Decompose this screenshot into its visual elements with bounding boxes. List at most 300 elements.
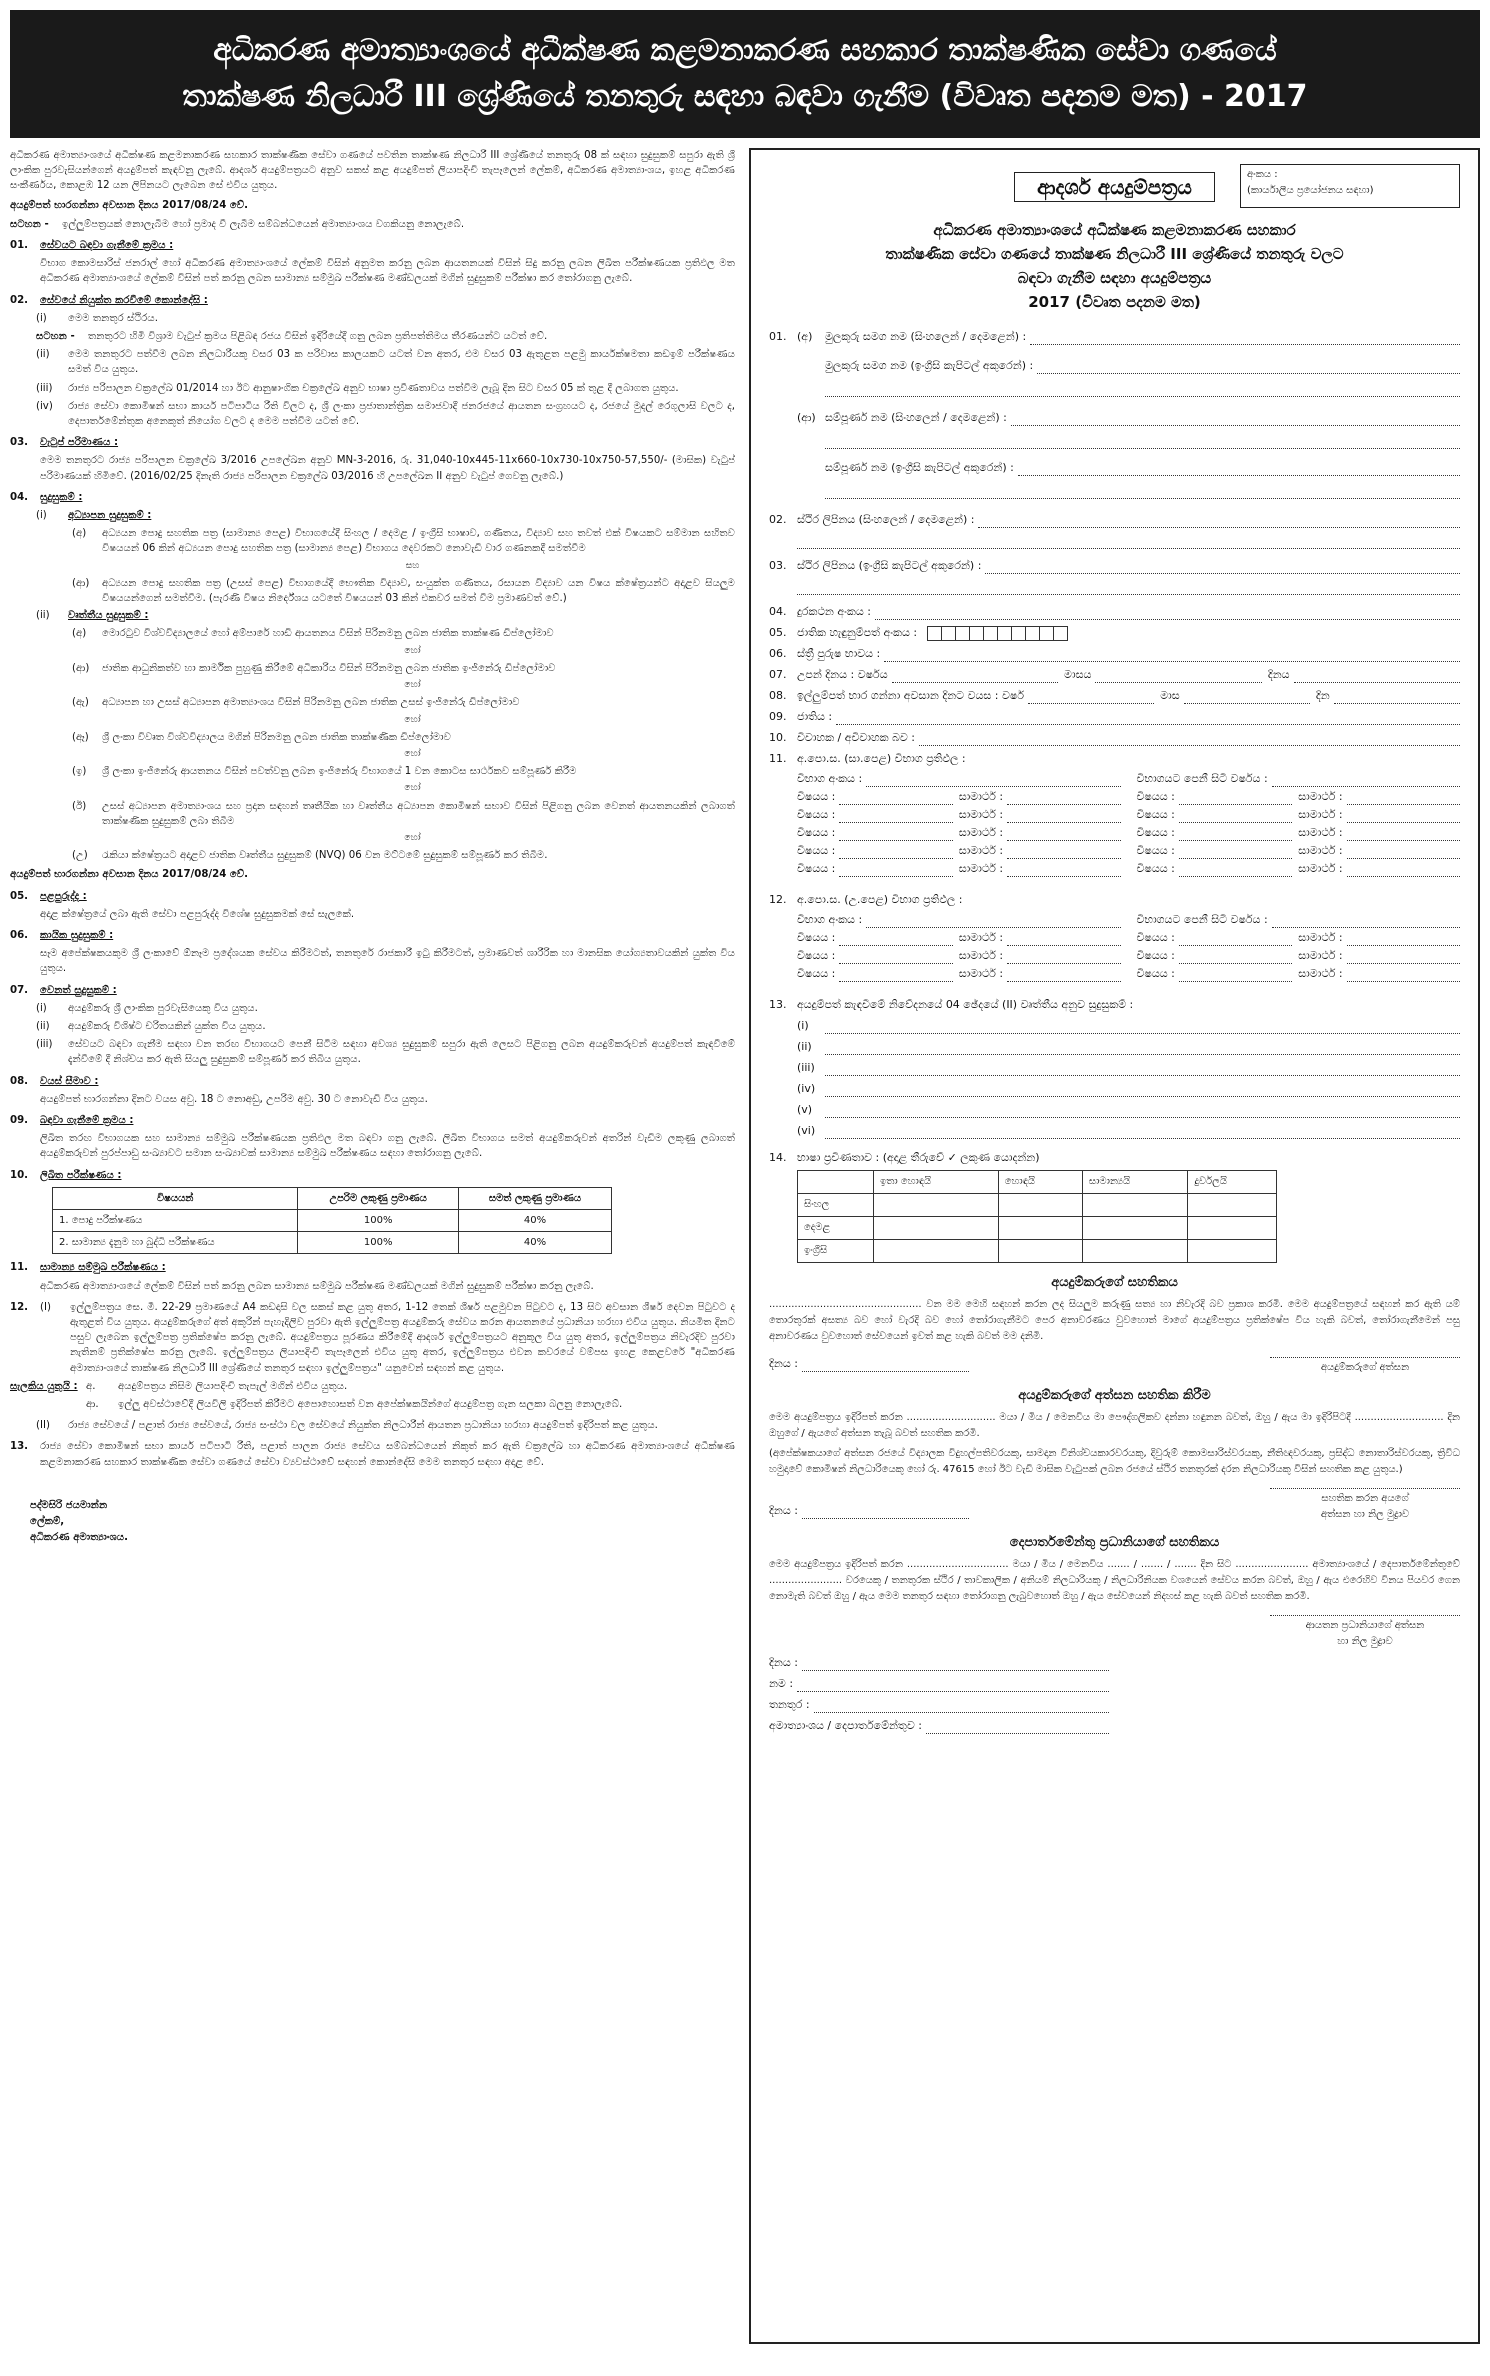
subject-field[interactable]	[839, 933, 952, 946]
grade-field[interactable]	[1007, 810, 1120, 823]
col-header: සමත් ලකුණු ප්‍රමාණය	[458, 1187, 611, 1209]
list-item	[72, 848, 735, 863]
ol-results	[797, 771, 1460, 877]
section-title: බඳවා ගැනීමේ ක්‍රමය :	[40, 1114, 134, 1126]
application-instructions: ඉල්ලුම්පත්‍රය සෙ. මී. 22-29 ප්‍රමාණයේ A4 කඩදාසි වල සකස් කළ යුතු අතර, 1-12 තෙක් ශීර්ෂ පළමුවන පිටුවට ද, 13 සිට අවසාන ශීර්ෂ දෙවන පිටුවට ද ඇතුළත් විය යුතුය. අයදුම්කරුගේ අත් අකුරින් පැහැදිලිව පුරවා ඇති ඉල්ලුම්පත්‍ර අයදුම්කරු සේවය කරන ආයතනයේ ප්‍රධානියා හරහා එවිය යුතුය. නියමිත දිනට පසුව ලැබෙන ඉල්ලුම්පත්‍ර ප්‍රතික්ෂේප කරනු ලැබේ. අයදුම්පත්‍රය පූරණය කිරීමේදී ආදර්ශ ඉල්ලුම්පත්‍රයට අනුකූල විය යුතු අතර, ඉල්ලුම්පත්‍රය නිවැරදිව පුරවා නැතිනම් ප්‍රතික්ෂේප කරනු ලැබේ. ඉල්ලුම්පත්‍රය ලියාපදිංචි තැපෑලෙන් එවිය යුතු අතර, ඉල්ලුම්පත්‍රය එවන කවරයේ වම්පස ඉහළ කෙළවරේ "අධිකරණ අමාත්‍යාංශයේ තාක්ෂණ නිලධාරී III ශ්‍රේණියේ තනතුර සඳහා ඉල්ලුම්පත්‍රය" යනුවෙන් සඳහන් කළ යුතුය.	[70, 1301, 735, 1374]
full-name-english-field[interactable]	[1018, 463, 1460, 476]
lang-label: සිංහල	[798, 1194, 874, 1217]
item-number: (ඇ)	[72, 697, 89, 709]
qualification-field[interactable]	[825, 1105, 1460, 1118]
item-text: සේවයට බඳවා ගැනීම සඳහා වන තරඟ විභාගයට පෙනී සිටීම සඳහා අවශ්‍ය සුදුසුකම් සපුරා ඇති ලෙසට පිළිගනු ලබන අයදුම්කරුවන් අයදුම්පත් කැඳවීමේ දැන්වීමේ දී නිශ්චය කර ඇති සියලු සුදුසුකම් සම්පූර්ණ කර තිබිය යුතුය.	[68, 1039, 735, 1066]
age-years-field[interactable]	[1028, 691, 1154, 704]
item-title: වෘත්තීය සුදුසුකම් :	[68, 610, 149, 622]
subject-field[interactable]	[1179, 792, 1292, 805]
section-number: 08.	[10, 1075, 29, 1087]
subject-cell: 2. සාමාන්‍ය දැනුම හා බුද්ධි පරීක්ෂණය	[53, 1232, 298, 1254]
lang-cell[interactable]	[874, 1217, 999, 1240]
full-name-english-field-2[interactable]	[825, 486, 1460, 499]
lang-cell[interactable]	[998, 1240, 1082, 1263]
qualification-list	[769, 1017, 1460, 1139]
list-item	[72, 764, 735, 779]
heading-line: අධිකරණ අමාත්‍යාංශයේ අධීක්ෂණ කළමනාකරණ සහකාර	[933, 221, 1296, 239]
recruitment-text: ලිඛිත තරඟ විභාගයක සහ සාමාන්‍ය සම්මුඛ පරීක්ෂණයක ප්‍රතිඵල මත බඳවා ගනු ලැබේ. ලිඛිත විභාගය සමත් අයදුම්කරුවන් අතරින් වැඩිම ලකුණු ලබාගත් අයදුම්කරුවන් පුරප්පාඩු සංඛ්‍යාවට සමාන සංඛ්‍යාවක් සාමාන්‍ය සම්මුඛ පරීක්ෂණය සඳහා තෝරාගනු ලැබේ.	[40, 1133, 735, 1160]
item-number: (ඈ)	[72, 731, 89, 743]
full-name-field-2[interactable]	[825, 436, 1460, 449]
lang-cell[interactable]	[1188, 1240, 1277, 1263]
grade-field[interactable]	[1007, 846, 1120, 859]
qualification-row: (vi)	[769, 1122, 1460, 1139]
item-number: (i)	[36, 1002, 47, 1014]
exam-header-row: විභාග අංකය : විභාගයට පෙනී සිටි වර්ෂය :	[797, 771, 1460, 787]
exam-year-field[interactable]	[1272, 774, 1460, 787]
age-text: අයදුම්පත් භාරගන්නා දිනට වයස අවු. 18 ට නොඅඩු, උපරිම අවු. 30 ට නොවැඩි විය යුතුය.	[40, 1093, 428, 1105]
list-item	[36, 381, 735, 396]
item-number: (iii)	[36, 1039, 53, 1051]
form-heading	[769, 218, 1460, 314]
subject-field[interactable]	[1179, 951, 1292, 964]
section-title: වයස් සීමාව :	[40, 1075, 99, 1087]
subject-field[interactable]	[1179, 810, 1292, 823]
subject-cell: 1. පොදු පරීක්ෂණය	[53, 1209, 298, 1231]
heading-line: 2017 (විවෘත පදනම මත)	[1028, 293, 1201, 311]
item-text: අධ්‍යයන පොදු සහතික පත්‍ර (සාමාන්‍ය පෙළ) විභාගයේදී සිංහල / දෙමළ / ඉංග්‍රීසි භාෂාව, ගණිතය, විද්‍යාව සහ තවත් එක් විෂයකට සම්මාන සහිතව විෂයයන් 06 කින් අධ්‍යයන පොදු සහතික පත්‍ර (සාමාන්‍ය පෙළ) විභාගය දෙවරකට නොවැඩි වාර ගණනකදී සමත්වීම	[102, 528, 735, 555]
pass-cell: 40%	[458, 1209, 611, 1231]
salary-text: මෙම තනතුරට රාජ්‍ය පරිපාලන චක්‍රලේඛ 3/2016 උපලේඛන අනුව MN-3-2016, රු. 31,040-10x445-11x660-10x730-10x750-57,550/- (මාසික) වැටුප් පරිමාණයක් හිමිවේ. (2016/02/25 දිනැති රාජ්‍ය පරිපාලන චක්‍රලේඛ 03/2016 හි උපලේඛන II අනුව වැටුප් ගෙවනු ලැබේ.)	[40, 455, 735, 482]
list-item: (ආ) අධ්‍යයන පොදු සහතික පත්‍ර (උසස් පෙළ) විභාගයේදී භෞතික විද්‍යාව, සංයුක්ත ගණිතය, රසායන විද්‍යාව යන විෂය ක්ෂේත්‍රයන්ට අදාළව සියලුම විෂයයන්ගෙන් සමත්වීම. (පැරණි විෂය නිර්දේශය යටතේ විෂයයන් 03 කින් එකවර සමත් වීම ප්‍රමාණවත් වේ.)	[72, 576, 735, 606]
section-title: සුදුසුකම් :	[40, 491, 83, 503]
table-row	[798, 1240, 1277, 1263]
item-number: (ii)	[36, 349, 50, 361]
grade-field[interactable]	[1007, 969, 1120, 982]
exam-number-field[interactable]	[866, 774, 1120, 787]
grade-field[interactable]	[1347, 969, 1460, 982]
foot-ministry-field[interactable]	[926, 1721, 1109, 1734]
intro-text: අධිකරණ අමාත්‍යාංශයේ අධීක්ෂණ කළමනාකරණ සහකාර තාක්ෂණික සේවා ගණයේ පවතින තාක්ෂණ නිලධාරී III ශ්‍රේණියේ තනතුරු 08 ක් සඳහා සුදුසුකම් සපුරා ඇති ශ්‍රී ලාංකික පුරවැසියන්ගෙන් අයදුම්පත් කැඳවනු ලැබේ. ආදර්ශ අයදුම්පත්‍රයට අනුව සකස් කළ අයදුම්පත් ලියාපදිංචි තැපෑලෙන් ලේකම්, අධිකරණ අමාත්‍යාංශය, ඉහළ අධිකරණ සංකීර්ණය, කොළඹ 12 යන ලිපිනයට ලැබෙන සේ එවිය යුතුය.	[10, 150, 735, 192]
advertisement-page	[10, 10, 1480, 2356]
banner-line-1: අධිකරණ අමාත්‍යාංශයේ අධීක්ෂණ කළමනාකරණ සහකාර තාක්ෂණික සේවා ගණයේ	[213, 33, 1277, 68]
head-details	[769, 1654, 1460, 1734]
heading-line: තාක්ෂණික සේවා ගණයේ තාක්ෂණ නිලධාරී III ශ්‍රේණියේ තනතුරු වලට	[885, 245, 1344, 263]
head-signature[interactable]: ආයතන ප්‍රධානියාගේ අත්සන හා නිල මුද්‍රාව	[1270, 1615, 1460, 1650]
result-row: විෂයය : සාමාර්ථ : විෂයය : සාමාර්ථ :	[797, 825, 1460, 841]
subject-field[interactable]	[1179, 969, 1292, 982]
q11: 11. අ.පො.ස. (සා.පෙළ) විභාග ප්‍රතිඵල :	[769, 752, 966, 765]
section-1	[10, 238, 735, 253]
q1-b2: සම්පූර්ණ නම (ඉංග්‍රීසි කැපිටල් අකුරෙන්) :	[769, 459, 1460, 476]
item-number: (ii)	[36, 1020, 50, 1032]
signatory-name: පද්මසිරි ජයමාන්න	[30, 1499, 108, 1511]
col-header: දුර්වලයි	[1188, 1171, 1277, 1194]
item-text: ජාතික ආධුනිකත්ව හා කාර්මික පුහුණු කිරීමේ අධිකාරිය විසින් පිරිනමනු ලබන ජාතික ඉංජිනේරු ඩිප්ලෝමාව	[102, 662, 556, 674]
and-separator: සහ	[405, 560, 420, 571]
list-item	[72, 730, 735, 745]
list-item	[36, 329, 735, 344]
item-number: (iv)	[36, 400, 53, 412]
nationality-field[interactable]	[836, 712, 1460, 725]
attention-label: සැලකිය යුතුයි :	[10, 1380, 78, 1392]
list-item: (අ) අධ්‍යයන පොදු සහතික පත්‍ර (සාමාන්‍ය පෙළ) විභාගයේදී සිංහල / දෙමළ / ඉංග්‍රීසි භාෂාව, ගණිතය, විද්‍යාව සහ තවත් එක් විෂයකට සම්මාන සහිතව විෂයයන් 06 කින් අධ්‍යයන පොදු සහතික පත්‍ර (සාමාන්‍ය පෙළ) විභාගය දෙවරකට නොවැඩි වාර ගණනකදී සමත්වීම	[72, 526, 735, 556]
grade-field[interactable]	[1007, 864, 1120, 877]
q14: 14. භාෂා ප්‍රවීණතාව : (අදාළ තීරුවේ ✓ ලකුණ යොදන්න)	[769, 1151, 1040, 1164]
address-field[interactable]	[978, 515, 1460, 528]
title-banner	[10, 10, 1480, 138]
section-13	[10, 1439, 735, 1469]
or-separator: හෝ	[404, 748, 421, 759]
lang-label: දෙමළ	[798, 1217, 874, 1240]
section-number: 07.	[10, 984, 29, 996]
section-12	[10, 1300, 735, 1376]
q9: 09. ජාතිය :	[769, 708, 1460, 725]
section-title: සාමාන්‍ය සම්මුඛ පරීක්ෂණය :	[40, 1262, 166, 1274]
grade-field[interactable]	[1347, 810, 1460, 823]
note	[10, 217, 735, 232]
list-item	[72, 626, 735, 641]
lang-cell[interactable]	[998, 1194, 1082, 1217]
section-title: වැටුප් පරිමාණය :	[40, 437, 119, 449]
form-title: ආදර්ශ අයදුම්පත්‍රය	[1014, 172, 1215, 202]
q6: 06. ස්ත්‍රී පුරුෂ භාවය :	[769, 645, 1460, 662]
address-english-field-2[interactable]	[797, 582, 1460, 595]
section-6	[10, 928, 735, 943]
result-row: විෂයය : සාමාර්ථ : විෂයය : සාමාර්ථ :	[797, 789, 1460, 805]
qualification-field[interactable]	[825, 1063, 1460, 1076]
subject-field[interactable]	[1179, 828, 1292, 841]
list-item	[36, 1418, 735, 1433]
subject-field[interactable]	[839, 792, 952, 805]
q8: 08. ඉල්ලුම්පත් භාර ගන්නා අවසාන දිනට වයස : වර්ෂ මාස දින	[769, 687, 1460, 704]
closing-date-repeat: අයදුම්පත් භාරගන්නා අවසාන දිනය 2017/08/24 වේ.	[10, 869, 249, 881]
head-cert-text: මෙම අයදුම්පත්‍රය ඉදිරිපත් කරන ................................ මයා / මිය / මෙනවිය ....... / ....... / ....... දින සිට ....................... අමාත්‍යාංශයේ / දෙපාර්තමේන්තුවේ ....................... වරයෙකු / තනතුරක ස්ථිර / තාවකාලික / අනියම් නිලධාරියකු / නිලධාරිනියක වශයෙන් සේවය කරන බවත්, ඔහු / ඇය එරෙහිව විනය පියවර ගෙන නොමැති බවත් ඔහු / ඇය මෙම තනතුර සඳහා තෝරාගනු ලැබුවහොත් ඔහු / ඇය සේවයෙන් නිදහස් කළ හැකි බවත් සහතික කරමි.	[769, 1559, 1460, 1602]
birth-month-field[interactable]	[1095, 670, 1261, 683]
date-row: දිනය :	[769, 1502, 969, 1519]
heading-line: බඳවා ගැනීම සඳහා අයදුම්පත්‍රය	[1017, 269, 1212, 287]
q4: 04. දුරකථන අංකය :	[769, 603, 1460, 620]
item-text: ශ්‍රී ලංකා විවෘත විශ්වවිද්‍යාලය මගින් පිරිනමනු ලබන ජාතික තාක්ෂණික ඩිප්ලෝමාව	[102, 731, 451, 743]
applicant-signature[interactable]: අයදුම්කරුගේ අත්සන	[1270, 1357, 1460, 1376]
lang-cell[interactable]	[1082, 1240, 1188, 1263]
q1-b1-cont	[769, 432, 1460, 449]
certifier-signature[interactable]: සහතික කරන අයගේ අත්සන හා නිල මුද්‍රාව	[1270, 1488, 1460, 1523]
list-item	[36, 608, 735, 623]
section-text: රාජ්‍ය සේවා කොමිෂන් සභා කාර්ය පටිපාටි රීති, පළාත් පාලන රාජ්‍ය සේවය සම්බන්ධයෙන් නිකුත් කර ඇති චක්‍රලේඛ හා අධිකරණ අමාත්‍යාංශයේ අධීක්ෂණ කළමනාකරණ සහකාර තාක්ෂණික සේවා ගණයේ සේවා ව්‍යවස්ථාවේ සඳහන් කොන්දේසි මෙම තනතුර සඳහා අදාළ වේ.	[40, 1441, 735, 1468]
section-number: 02.	[10, 294, 29, 306]
item-text: ශ්‍රී ලංකා ඉංජිනේරු ආයතනය විසින් පවත්වනු ලබන ඉංජිනේරු විභාගයේ 1 වන කොටස සාර්ථකව සම්පූර්ණ කිරීම	[102, 766, 577, 778]
foot-row: දිනය :	[769, 1654, 1109, 1671]
section-1-text: විභාග කොමසාරිස් ජනරාල් හෝ අධිකරණ අමාත්‍යාංශයේ ලේකම් විසින් අනුමත කරනු ලබන ආයතනයක් විසින් සිදු කරනු ලබන ලිඛිත පරීක්ෂණයක ප්‍රතිඵල මත අධිකරණ අමාත්‍යාංශයේ ලේකම් විසින් පත් කරනු ලබන සාමාන්‍ය සම්මුඛ පරීක්ෂණ මණ්ඩලයක් මගින් සුදුසුකම් පරීක්ෂා කර තෝරාගනු ලැබේ.	[40, 258, 735, 285]
name-initials-english-field-2[interactable]	[825, 384, 1460, 397]
nic-boxes[interactable]	[927, 626, 1068, 641]
applicant-cert-title: අයදුම්කරුගේ සහතිකය	[1051, 1275, 1178, 1290]
item-text: රාජ්‍ය පරිපාලන චක්‍රලේඛ 01/2014 හා ඊට ආනුෂාංගික චක්‍රලේඛ අනුව භාෂා ප්‍රවීණතාවය පත්වීම ලැබූ දින සිට වසර 05 ක් තුළ දී ලබාගත යුතුය.	[68, 382, 679, 394]
item-number: (ආ)	[72, 662, 90, 674]
col-header: සාමාන්‍යයි	[1082, 1171, 1188, 1194]
lang-cell[interactable]	[998, 1217, 1082, 1240]
physical-text: සෑම අපේක්ෂකයකුම ශ්‍රී ලංකාවේ ඕනෑම ප්‍රදේශයක සේවය කිරීමටත්, තනතුරේ රාජකාරී ඉටු කිරීමටත්, ප්‍රමාණවත් ශාරීරික හා මානසික යෝග්‍යතාවයකින් යුක්ත විය යුතුය.	[40, 948, 735, 975]
full-name-field[interactable]	[1011, 413, 1460, 426]
section-title: සේවයේ නියුක්ත කරවීමේ කොන්දේසි :	[40, 294, 208, 306]
signatory-title: ලේකම්,	[30, 1515, 65, 1527]
foot-name-field[interactable]	[797, 1679, 1109, 1692]
item-number: සටහන -	[36, 331, 75, 343]
grade-field[interactable]	[1347, 933, 1460, 946]
item-number: (II)	[36, 1420, 50, 1432]
item-text: මෙම තනතුරට පත්වීම ලබන නිලධාරීයකු වසර 03 ක පරිවාස කාලයකට යටත් වන අතර, එම වසර 03 ඇතුළත පළමු කාර්යක්ෂමතා කඩඉම් පරීක්ෂණය සමත් විය යුතුය.	[68, 349, 735, 376]
experience-text: අදාළ ක්ෂේත්‍රයේ ලබා ඇති සේවා පළපුරුද්ද විශේෂ සුදුසුකමක් සේ සැලකේ.	[40, 908, 355, 920]
exam-year-field[interactable]	[1272, 915, 1460, 928]
or-separator: හෝ	[404, 783, 421, 794]
qualification-row: (v)	[769, 1101, 1460, 1118]
result-row: විෂයය : සාමාර්ථ : විෂයය : සාමාර්ථ :	[797, 843, 1460, 859]
section-number: 04.	[10, 491, 29, 503]
lang-label: ඉංග්‍රීසි	[798, 1240, 874, 1263]
notice-column	[10, 148, 735, 2344]
q2: 02. ස්ථිර ලිපිනය (සිංහලෙන් / දෙමළෙන්) :	[769, 511, 1460, 528]
result-row: විෂයය : සාමාර්ථ : විෂයය : සාමාර්ථ :	[797, 930, 1460, 946]
q1-b1: (ආ) සම්පූර්ණ නම (සිංහලෙන් / දෙමළෙන්) :	[769, 409, 1460, 426]
pass-cell: 40%	[458, 1232, 611, 1254]
q1-b2-cont	[769, 482, 1460, 499]
qualification-field[interactable]	[825, 1042, 1460, 1055]
list-item	[36, 311, 735, 326]
section-9	[10, 1113, 735, 1128]
note-label: සටහන -	[10, 218, 49, 230]
grade-field[interactable]	[1007, 792, 1120, 805]
lang-cell[interactable]	[1082, 1217, 1188, 1240]
q12: 12. අ.පො.ස. (උ.පෙළ) විභාග ප්‍රතිඵල :	[769, 893, 963, 906]
subject-field[interactable]	[1179, 933, 1292, 946]
item-number: (i)	[36, 510, 47, 522]
item-text: රාජ්‍ය සේවා කොමිෂන් සභා කාර්ය පටිපාටිය රීති විලට ද, ශ්‍රී ලංකා ප්‍රජාතාන්ත්‍රික සමාජවාදී ජනරජයේ ආයතන සංග්‍රහයට ද, රජයේ මුදල් රෙගුලාසි වලට ද, දෙපාර්තමේන්තුක අනෙකුත් නියෝග වලට ද මෙම පත්වීම යටත් වේ.	[68, 400, 735, 428]
list-item: ආ. ඉල්ලු අවස්ථාවේදී ලියවිලි ඉදිරිපත් කිරීමට අපොහොසත් වන අපේක්ෂකයින්ගේ අයදුම්පත්‍ර ගැන සලකා බලනු නොලැබේ.	[86, 1399, 623, 1411]
exam-number-field[interactable]	[866, 915, 1120, 928]
date-field[interactable]	[802, 1359, 969, 1372]
foot-row: තනතුර :	[769, 1696, 1109, 1713]
attention-list	[86, 1379, 735, 1415]
section-8	[10, 1074, 735, 1089]
subject-field[interactable]	[1179, 864, 1292, 877]
vocational-list	[10, 626, 735, 863]
qualification-row: (iv)	[769, 1080, 1460, 1097]
or-separator: හෝ	[404, 714, 421, 725]
result-row: විෂයය : සාමාර්ථ : විෂයය : සාමාර්ථ :	[797, 948, 1460, 964]
section-7	[10, 983, 735, 998]
office-use-box	[1240, 164, 1460, 208]
exam-table	[52, 1187, 612, 1255]
q5: 05. ජාතික හැඳුනුම්පත් අංකය :	[769, 624, 1460, 641]
item-text: උසස් අධ්‍යාපන අමාත්‍යාංශය සහ ප්‍රදාන සඳහන් තෘතීයික හා වෘත්තීය අධ්‍යාපන කොමිෂන් සභාව විසින් පිළිගනු ලබන වෙනත් ආයතනයකින් ලබාගත් තාක්ෂණික සුදුසුකම් ලබා තිබීම	[102, 800, 735, 827]
gender-field[interactable]	[884, 649, 1460, 662]
section-number: 05.	[10, 890, 29, 902]
col-header: ඉතා හොඳයි	[874, 1171, 999, 1194]
section-3	[10, 435, 735, 450]
list-item	[36, 399, 735, 429]
secretary-signature	[30, 1498, 735, 1546]
q1-a2-cont	[769, 380, 1460, 397]
lang-cell[interactable]	[874, 1240, 999, 1263]
item-number: (ඉ)	[72, 766, 87, 778]
section-title: සේවයට බඳවා ගැනීමේ ක්‍රමය :	[40, 240, 174, 252]
section-number: 01.	[10, 240, 29, 252]
office-use-note: (කාර්යාලීය ප්‍රයෝජනය සඳහා)	[1247, 185, 1374, 196]
name-initials-field[interactable]	[1030, 332, 1460, 345]
subject-field[interactable]	[839, 846, 952, 859]
col-header	[798, 1171, 874, 1194]
list-item	[36, 1001, 735, 1016]
q1-a1: 01. (අ) මුලකුරු සමග නම (සිංහලෙන් / දෙමළෙන්) :	[769, 328, 1460, 345]
attention-block	[10, 1379, 735, 1415]
item-number: (උ)	[72, 850, 88, 862]
birth-year-field[interactable]	[892, 670, 1058, 683]
result-row: විෂයය : සාමාර්ථ : විෂයය : සාමාර්ථ :	[797, 966, 1460, 982]
section-number: 10.	[10, 1169, 29, 1181]
attestation-text: මෙම අයදුම්පත්‍රය ඉදිරිපත් කරන ............................ මයා / මිය / මෙනවිය මා පෞද්ගලිකව දන්නා හඳුනන බවත්, ඔහු / ඇය මා ඉදිරිපිටදී ............................ දින ඔහුගේ / ඇයගේ අත්සන තැබූ බවත් සහතික කරමි.	[769, 1412, 1460, 1439]
section-4	[10, 490, 735, 505]
item-text: රැකියා ක්ෂේත්‍රයට අදාළව ජාතික වෘත්තීය සුදුසුකම් (NVQ) 06 වන මට්ටමේ සුදුසුකම් සම්පූර්ණ කර තිබීම.	[102, 850, 548, 862]
subject-field[interactable]	[839, 828, 952, 841]
item-number: (iii)	[36, 382, 53, 394]
q10: 10. විවාහක / අවිවාහක බව :	[769, 729, 1460, 746]
grade-field[interactable]	[1347, 951, 1460, 964]
col-header: උපරිම ලකුණු ප්‍රමාණය	[298, 1187, 459, 1209]
grade-field[interactable]	[1347, 846, 1460, 859]
section-11	[10, 1260, 735, 1275]
applicant-cert-text: ................................................ වන මම මෙහි සඳහන් කරන ලද සියලුම කරුණු සත්‍ය හා නිවැරදි බව ප්‍රකාශ කරමි. මෙම අයදුම්පත්‍රයේ සඳහන් කර ඇති යම් තොරතුරක් අසත්‍ය බව හෝ වැරදි බව හෝ තෝරාගැනීමට පෙර අනාවරණය වුවහොත් මාගේ අයදුම්පත්‍රය ප්‍රතික්ෂේප විය හැකි බවත්, තෝරාගැනීමෙන් පසු අනාවරණය වුවහොත් සේවයෙන් ඉවත් කළ හැකි බවත් මම දනිමි.	[769, 1299, 1460, 1342]
foot-post-field[interactable]	[814, 1700, 1109, 1713]
attestation-note: (අපේක්ෂකයාගේ අත්සන රජයේ විද්‍යාලක විදුහල්පතිවරයකු, සාමදාන විනිශ්චයකාරවරයකු, දිවුරුම් කොමසාරිස්වරයකු, නීතිඥවරයකු, ප්‍රසිද්ධ නොතාරිස්වරයකු, ත්‍රිවිධ හමුදාවේ කොමිෂන් නිලධාරියෙකු හෝ රු. 47615 හෝ ඊට වැඩි මාසික වැටුපක් ලබන රජයේ ස්ථිර තනතුරක් දරන නිලධාරියකු විසින් සහතික කළ යුතුය.)	[769, 1448, 1460, 1475]
grade-field[interactable]	[1347, 792, 1460, 805]
or-separator: හෝ	[404, 645, 421, 656]
section-number: 11.	[10, 1262, 29, 1274]
table-row	[798, 1217, 1277, 1240]
section-number: 12.	[10, 1301, 29, 1313]
list-item	[72, 799, 735, 829]
list-item: අ. අයදුම්පත්‍රය නිසිම ලියාපදිංචි තැපැල් මගින් එවිය යුතුය.	[86, 1380, 348, 1392]
item-text: මෙම තනතුර ස්ථිරය.	[68, 312, 158, 324]
item-text: තනතුරට හිමි විශ්‍රාම වැටුප් ක්‍රමය පිළිබඳ රජය විසින් ඉදිරියේදී ගනු ලබන ප්‍රතිපත්තිමය තීරණයන්ට යටත් වේ.	[88, 331, 548, 343]
age-days-field[interactable]	[1334, 691, 1460, 704]
age-months-field[interactable]	[1184, 691, 1310, 704]
foot-row: අමාත්‍යාංශය / දෙපාර්තමේන්තුව :	[769, 1717, 1109, 1734]
section-title: වෙනත් සුදුසුකම් :	[40, 984, 117, 996]
lang-cell[interactable]	[1188, 1217, 1277, 1240]
grade-field[interactable]	[1347, 828, 1460, 841]
q3: 03. ස්ථිර ලිපිනය (ඉංග්‍රීසි කැපිටල් අකුරෙන්) :	[769, 557, 1460, 574]
table-row	[53, 1209, 612, 1231]
lang-cell[interactable]	[1188, 1194, 1277, 1217]
section-5	[10, 889, 735, 904]
grade-field[interactable]	[1007, 951, 1120, 964]
subject-field[interactable]	[839, 810, 952, 823]
closing-date: අයදුම්පත් භාරගන්නා අවසාන දිනය 2017/08/24 වේ.	[10, 199, 249, 211]
applicant-sign-row	[769, 1355, 1460, 1376]
address-field-2[interactable]	[797, 536, 1460, 549]
list-item	[72, 695, 735, 710]
grade-field[interactable]	[1007, 933, 1120, 946]
head-sign-row	[769, 1615, 1460, 1650]
qualification-row: (i)	[769, 1017, 1460, 1034]
list-item	[72, 661, 735, 676]
result-row: විෂයය : සාමාර්ථ : විෂයය : සාමාර්ථ :	[797, 807, 1460, 823]
phone-field[interactable]	[875, 607, 1460, 620]
foot-date-field[interactable]	[802, 1658, 1109, 1671]
qualification-field[interactable]	[825, 1084, 1460, 1097]
date-row: දිනය :	[769, 1355, 969, 1372]
birth-day-field[interactable]	[1294, 670, 1460, 683]
note-text: ඉල්ලුම්පත්‍රයක් නොලැබීම හෝ ප්‍රමාද වී ලැබීම සම්බන්ධයෙන් අමාත්‍යාංශය වගකියනු නොලැබේ.	[62, 218, 465, 230]
date-field[interactable]	[802, 1506, 969, 1519]
foot-row: නම :	[769, 1675, 1109, 1692]
q13: 13. අයදුම්පත් කැඳවීමේ නිවේදනයේ 04 ඡේදයේ (II) වෘත්තීය අනුව සුදුසුකම් :	[769, 998, 1134, 1011]
lang-cell[interactable]	[874, 1194, 999, 1217]
application-form	[749, 148, 1480, 2344]
al-results	[797, 912, 1460, 982]
attestation-title: අයදුම්කරුගේ අත්සන සහතික කිරීම	[1018, 1388, 1211, 1403]
interview-text: අධිකරණ අමාත්‍යාංශයේ ලේකම් විසින් පත් කරනු ලබන සාමාන්‍ය සම්මුඛ පරීක්ෂණ මණ්ඩලයක් මගින් සුදුසුකම් පරීක්ෂා කරනු ලැබේ.	[40, 1280, 594, 1292]
subject-field[interactable]	[1179, 846, 1292, 859]
section-title: කායික සුදුසුකම් :	[40, 929, 114, 941]
civil-status-field[interactable]	[919, 733, 1460, 746]
q1-a2: මුලකුරු සමග නම (ඉංග්‍රීසි කැපිටල් අකුරෙන්) :	[769, 357, 1460, 374]
qualification-row: (iii)	[769, 1059, 1460, 1076]
item-text: අධ්‍යයන පොදු සහතික පත්‍ර (උසස් පෙළ) විභාගයේදී භෞතික විද්‍යාව, සංයුක්ත ගණිතය, රසායන විද්‍යාව යන විෂය ක්ෂේත්‍රයන්ට අදාළව සියලුම විෂයයන්ගෙන් සමත්වීම. (පැරණි විෂය නිර්දේශය යටතේ විෂයයන් 03 කින් එකවර සමත් වීම ප්‍රමාණවත් වේ.)	[102, 577, 735, 605]
section-title: ලිඛිත පරීක්ෂණය :	[40, 1169, 122, 1181]
exam-header-row: විභාග අංකය : විභාගයට පෙනී සිටි වර්ෂය :	[797, 912, 1460, 928]
list-item	[36, 508, 735, 523]
item-text: මොරටුව විශ්වවිද්‍යාලයේ හෝ අම්පාරේ හාඩි ආයතනය විසින් පිරිනමනු ලබන ජාතික තාක්ෂණ ඩිප්ලෝමාව	[102, 628, 554, 640]
section-number: 13.	[10, 1441, 29, 1453]
item-number: (ඊ)	[72, 800, 87, 812]
attestation-sign-row	[769, 1488, 1460, 1523]
col-header: විෂයයන්	[53, 1187, 298, 1209]
max-cell: 100%	[298, 1209, 459, 1231]
item-number: (අ)	[72, 628, 87, 640]
or-separator: හෝ	[404, 680, 421, 691]
grade-field[interactable]	[1347, 864, 1460, 877]
language-table	[797, 1170, 1277, 1263]
item-number: (I)	[40, 1301, 51, 1313]
address-english-field[interactable]	[985, 561, 1460, 574]
table-row	[53, 1232, 612, 1254]
signatory-ministry: අධිකරණ අමාත්‍යාංශය.	[30, 1531, 128, 1543]
section-number: 03.	[10, 437, 29, 449]
list-item	[36, 1037, 735, 1067]
item-text: රාජ්‍ය සේවයේ / පළාත් රාජ්‍ය සේවයේ, රාජ්‍ය සංස්ථා වල සේවයේ නියුක්ත නිලධාරීන් ආයතන ප්‍රධානියා හරහා අයදුම්පත් ඉදිරිපත් කළ යුතුය.	[68, 1420, 658, 1432]
grade-field[interactable]	[1007, 828, 1120, 841]
max-cell: 100%	[298, 1232, 459, 1254]
banner-line-2: තාක්ෂණ නිලධාරී III ශ්‍රේණියේ තනතුරු සඳහා බඳවා ගැනීම (විවෘත පදනම මත) - 2017	[182, 79, 1308, 114]
q3-cont	[769, 578, 1460, 595]
list-item	[36, 1019, 735, 1034]
section-number: 06.	[10, 929, 29, 941]
qualification-field[interactable]	[825, 1021, 1460, 1034]
subject-field[interactable]	[839, 969, 952, 982]
subject-field[interactable]	[839, 951, 952, 964]
item-number: (ii)	[36, 610, 50, 622]
lang-cell[interactable]	[1082, 1194, 1188, 1217]
item-text: අධ්‍යාපන හා උසස් අධ්‍යාපන අමාත්‍යාංශය විසින් පිරිනමනු ලබන ජාතික උසස් ඉංජිනේරු ඩිප්ලෝමාව	[102, 697, 520, 709]
result-row: විෂයය : සාමාර්ථ : විෂයය : සාමාර්ථ :	[797, 861, 1460, 877]
item-title: අධ්‍යාපන සුදුසුකම් :	[68, 510, 152, 522]
section-2	[10, 293, 735, 308]
qualification-field[interactable]	[825, 1126, 1460, 1139]
subject-field[interactable]	[839, 864, 952, 877]
section-title: පළපුරුද්ද :	[40, 890, 87, 902]
col-header: හොඳයි	[998, 1171, 1082, 1194]
q7: 07. උපන් දිනය : වර්ෂය මාසය දිනය	[769, 666, 1460, 683]
form-header	[769, 164, 1460, 210]
office-use-label: අංකය :	[1247, 169, 1278, 180]
name-initials-english-field[interactable]	[1037, 361, 1460, 374]
